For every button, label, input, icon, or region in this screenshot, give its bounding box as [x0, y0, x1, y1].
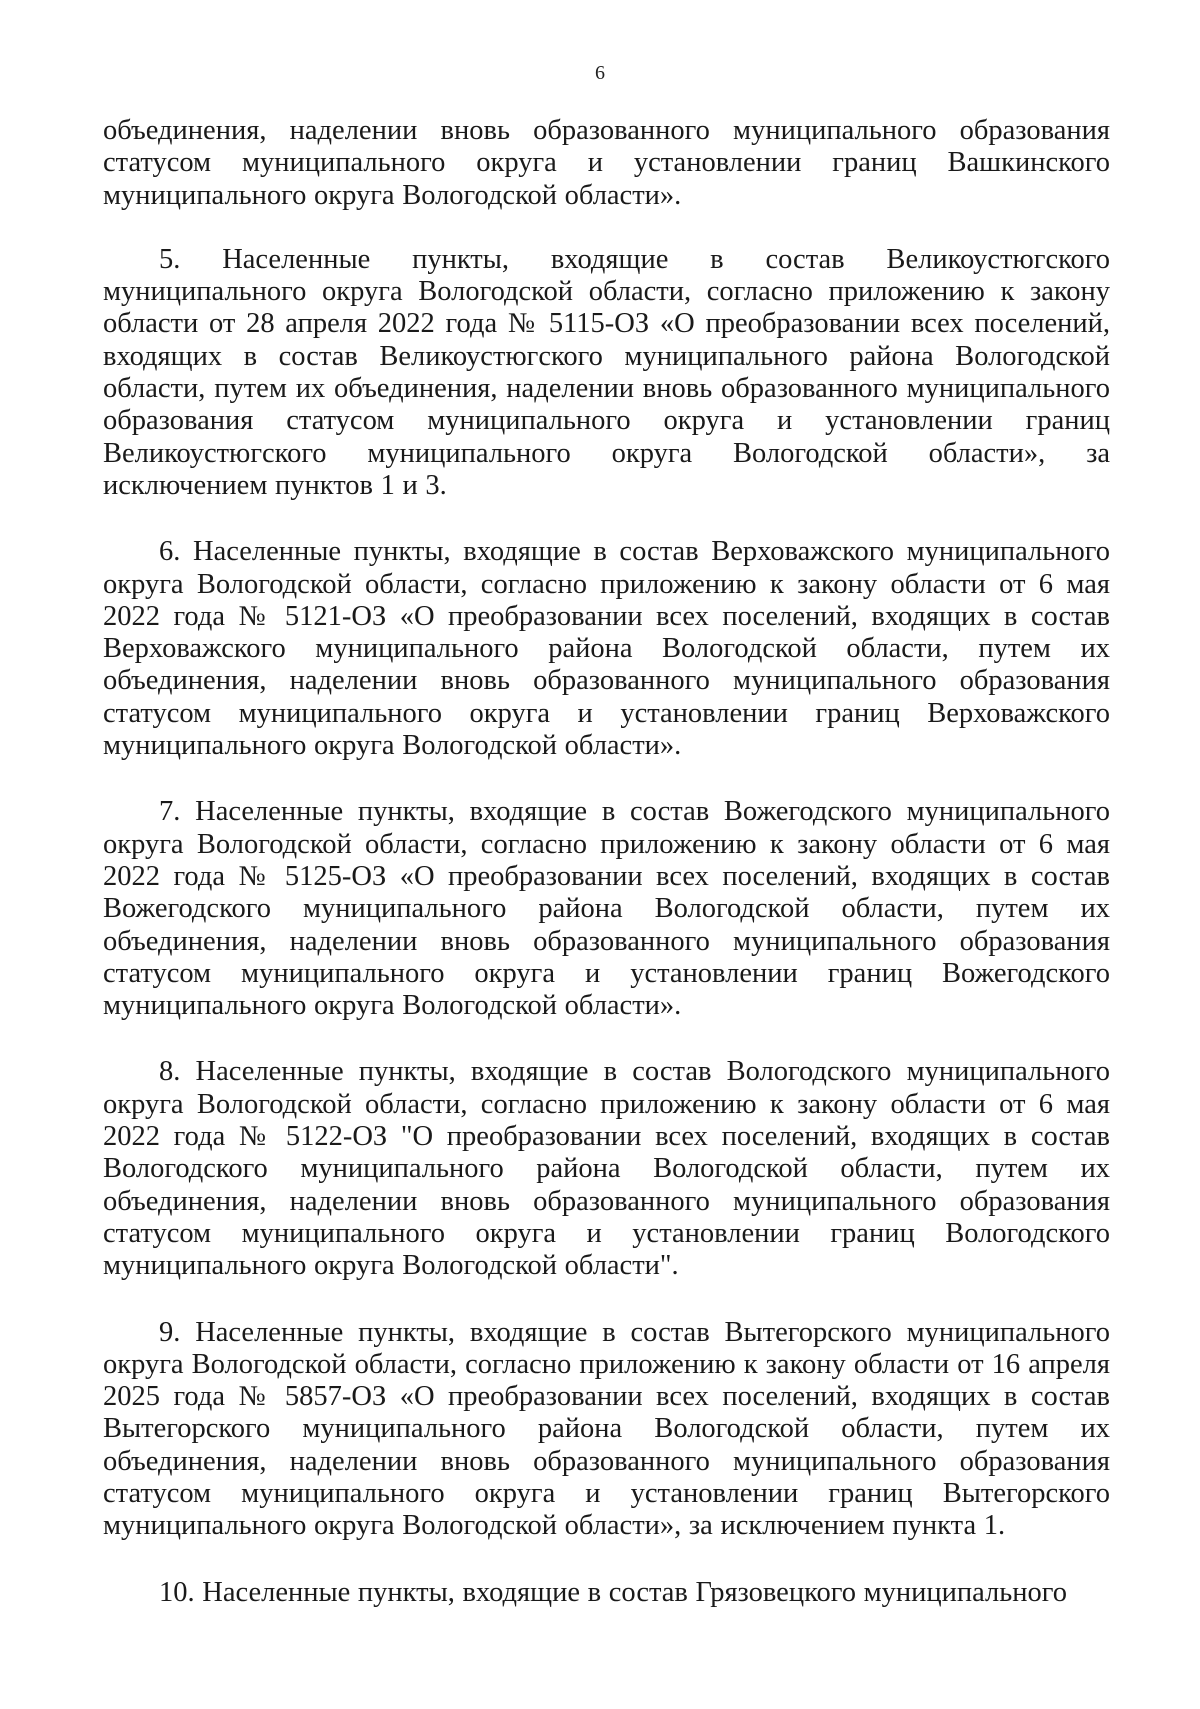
paragraph-item-7: 7. Населенные пункты, входящие в состав Вожегодского муниципального округа Вологодской области, согласно приложению к закону области от 6 мая 2022 года № 5125-ОЗ «О преобразовании всех поселений, входящих в состав Вожегодского муниципального района Вологодской области, путем их объединения, наделении вновь образованного муниципального образования статусом муниципального округа и установлении границ Вожегодского муниципального округа Вологодской области».	[103, 796, 1110, 1022]
paragraph-item-9: 9. Населенные пункты, входящие в состав Вытегорского муниципального округа Вологодской области, согласно приложению к закону области от 16 апреля 2025 года № 5857-ОЗ «О преобразовании всех поселений, входящих в состав Вытегорского муниципального района Вологодской области, путем их объединения, наделении вновь образованного муниципального образования статусом муниципального округа и установлении границ Вытегорского муниципального округа Вологодской области», за исключением пункта 1.	[103, 1316, 1110, 1542]
document-body	[103, 115, 1110, 1643]
paragraph-item-10: 10. Населенные пункты, входящие в состав Грязовецкого муниципального	[159, 1576, 1067, 1608]
paragraph-item-5: 5. Населенные пункты, входящие в состав Великоустюгского муниципального округа Вологодской области, согласно приложению к закону области от 28 апреля 2022 года № 5115-ОЗ «О преобразовании всех поселений, входящих в состав Великоустюгского муниципального района Вологодской области, путем их объединения, наделении вновь образованного муниципального образования статусом муниципального округа и установлении границ Великоустюгского муниципального округа Вологодской области», за исключением пунктов 1 и 3.	[103, 243, 1110, 501]
paragraph-continuation: объединения, наделении вновь образованного муниципального образования статусом муниципального округа и установлении границ Вашкинского муниципального округа Вологодской области».	[103, 115, 1110, 211]
paragraph-item-6: 6. Населенные пункты, входящие в состав Верховажского муниципального округа Вологодской области, согласно приложению к закону области от 6 мая 2022 года № 5121-ОЗ «О преобразовании всех поселений, входящих в состав Верховажского муниципального района Вологодской области, путем их объединения, наделении вновь образованного муниципального образования статусом муниципального округа и установлении границ Верховажского муниципального округа Вологодской области».	[103, 536, 1110, 762]
paragraph-item-8: 8. Населенные пункты, входящие в состав Вологодского муниципального округа Вологодской области, согласно приложению к закону области от 6 мая 2022 года № 5122-ОЗ "О преобразовании всех поселений, входящих в состав Вологодского муниципального района Вологодской области, путем их объединения, наделении вновь образованного муниципального образования статусом муниципального округа и установлении границ Вологодского муниципального округа Вологодской области".	[103, 1056, 1110, 1282]
page-number: 6	[595, 62, 605, 84]
